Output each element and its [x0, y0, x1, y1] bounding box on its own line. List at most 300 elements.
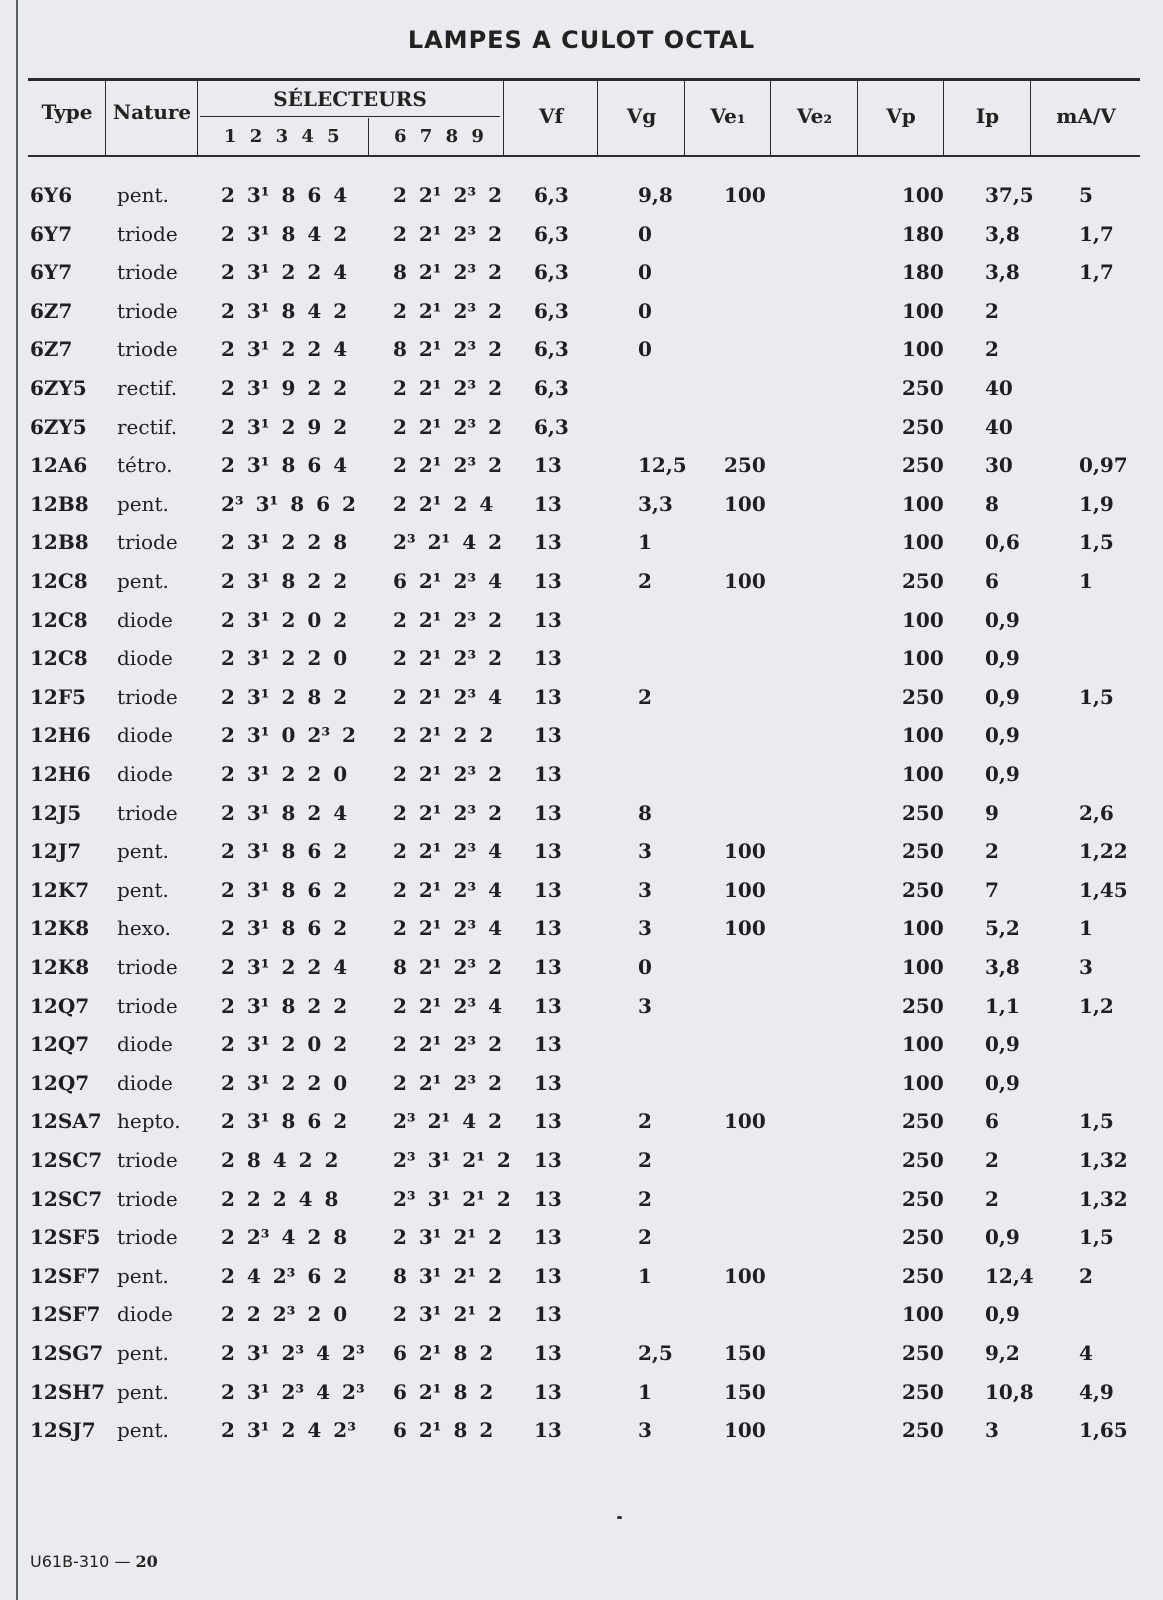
cell-selecteurs-6-9: 2 2¹ 2³ 4 [393, 916, 503, 941]
cell-mav: 1,5 [1079, 684, 1114, 709]
cell-type: 6Y7 [30, 260, 73, 285]
cell-vp: 250 [902, 569, 944, 593]
table-row [0, 1264, 1163, 1303]
cell-selecteurs-6-9: 6 2¹ 8 2 [393, 1341, 494, 1365]
table-row [0, 685, 1163, 724]
cell-nature: triode [117, 1225, 178, 1250]
cell-vf: 13 [534, 607, 562, 632]
cell-mav: 2,6 [1079, 800, 1114, 825]
table-row [0, 762, 1163, 801]
cell-selecteurs-6-9: 8 3¹ 2¹ 2 [393, 1263, 503, 1288]
cell-ip: 0,9 [985, 1070, 1020, 1095]
cell-vf: 13 [534, 723, 562, 748]
cell-ve1: 150 [724, 1379, 766, 1404]
cell-selecteurs-6-9: 8 2¹ 2³ 2 [393, 955, 503, 979]
cell-mav: 4,9 [1079, 1379, 1114, 1404]
footer-code: U61B-310 — [30, 1552, 131, 1571]
cell-vg: 0 [638, 221, 652, 246]
table-row [0, 530, 1163, 569]
header-selecteurs: SÉLECTEURS [273, 87, 427, 111]
cell-vp: 250 [902, 1341, 944, 1365]
cell-type: 12K7 [30, 877, 90, 902]
cell-vp: 180 [902, 260, 944, 285]
cell-selecteurs-6-9: 2 2¹ 2³ 4 [393, 839, 503, 864]
cell-selecteurs-1-5: 2 3¹ 2³ 4 2³ [221, 1379, 365, 1404]
cell-vf: 13 [534, 569, 562, 593]
cell-type: 6ZY5 [30, 414, 87, 439]
header-divider [597, 80, 598, 156]
cell-vp: 250 [902, 1109, 944, 1134]
table-row [0, 453, 1163, 492]
cell-selecteurs-1-5: 2 3¹ 8 4 2 [221, 221, 348, 246]
cell-nature: pent. [117, 1418, 169, 1443]
cell-vp: 100 [902, 298, 944, 323]
cell-vf: 13 [534, 839, 562, 864]
cell-selecteurs-1-5: 2 3¹ 2 8 2 [221, 684, 348, 709]
cell-selecteurs-6-9: 8 2¹ 2³ 2 [393, 337, 503, 362]
cell-vp: 100 [902, 646, 944, 671]
cell-nature: triode [117, 530, 178, 555]
cell-selecteurs-1-5: 2 3¹ 8 2 2 [221, 569, 348, 593]
cell-ip: 0,9 [985, 646, 1020, 671]
header-ve2: Ve₂ [796, 104, 833, 128]
cell-selecteurs-1-5: 2 3¹ 2 0 2 [221, 1032, 348, 1057]
cell-selecteurs-6-9: 2 2¹ 2³ 2 [393, 453, 503, 478]
header-vp: Vp [886, 104, 916, 128]
table-row [0, 608, 1163, 647]
cell-ip: 3,8 [985, 260, 1020, 285]
cell-vg: 3 [638, 839, 652, 864]
cell-vg: 2 [638, 1109, 652, 1134]
cell-ip: 10,8 [985, 1379, 1034, 1404]
cell-ve1: 100 [724, 1109, 766, 1134]
cell-selecteurs-1-5: 2 3¹ 8 6 4 [221, 453, 348, 478]
cell-vf: 13 [534, 1302, 562, 1327]
table-row [0, 376, 1163, 415]
cell-vf: 13 [534, 1109, 562, 1134]
cell-vp: 100 [902, 1302, 944, 1327]
cell-type: 6ZY5 [30, 376, 87, 400]
cell-ip: 0,9 [985, 762, 1020, 786]
cell-selecteurs-6-9: 2 2¹ 2³ 2 [393, 646, 503, 671]
cell-vp: 250 [902, 453, 944, 478]
table-row [0, 801, 1163, 840]
cell-vf: 13 [534, 1341, 562, 1365]
cell-selecteurs-6-9: 2 2¹ 2³ 2 [393, 221, 503, 246]
cell-nature: triode [117, 955, 178, 979]
cell-selecteurs-6-9: 8 2¹ 2³ 2 [393, 260, 503, 285]
header-nature: Nature [112, 100, 192, 124]
cell-selecteurs-1-5: 2 2³ 4 2 8 [221, 1225, 348, 1250]
cell-type: 12H6 [30, 762, 91, 786]
cell-ve1: 100 [724, 1263, 766, 1288]
header-divider [105, 80, 106, 156]
cell-nature: diode [117, 607, 173, 632]
cell-mav: 1,5 [1079, 1225, 1114, 1250]
cell-vp: 100 [902, 530, 944, 555]
cell-vp: 100 [902, 723, 944, 748]
table-row [0, 916, 1163, 955]
cell-selecteurs-1-5: 2 3¹ 2 2 4 [221, 260, 348, 285]
cell-vg: 2 [638, 1225, 652, 1250]
table-row [0, 415, 1163, 454]
cell-nature: pent. [117, 491, 169, 516]
cell-selecteurs-1-5: 2 3¹ 2 2 4 [221, 955, 348, 979]
cell-ip: 0,9 [985, 1032, 1020, 1057]
cell-type: 12C8 [30, 569, 88, 593]
cell-vp: 250 [902, 1225, 944, 1250]
table-row [0, 222, 1163, 261]
cell-type: 12SC7 [30, 1186, 103, 1211]
table-row [0, 955, 1163, 994]
cell-ip: 8 [985, 491, 999, 516]
cell-nature: pent. [117, 183, 169, 207]
cell-vp: 250 [902, 1418, 944, 1443]
cell-vf: 13 [534, 1032, 562, 1057]
cell-nature: triode [117, 1186, 178, 1211]
cell-ip: 12,4 [985, 1263, 1034, 1288]
table-row [0, 994, 1163, 1033]
cell-vp: 250 [902, 414, 944, 439]
cell-nature: diode [117, 1302, 173, 1327]
cell-vf: 13 [534, 530, 562, 555]
cell-ip: 7 [985, 877, 999, 902]
cell-selecteurs-6-9: 2³ 3¹ 2¹ 2 [393, 1148, 511, 1172]
cell-vp: 250 [902, 1379, 944, 1404]
cell-vf: 13 [534, 1418, 562, 1443]
cell-vf: 13 [534, 1186, 562, 1211]
cell-ip: 5,2 [985, 916, 1020, 941]
cell-nature: pent. [117, 839, 169, 864]
cell-ip: 0,6 [985, 530, 1020, 555]
cell-ve1: 100 [724, 183, 766, 207]
header-divider [368, 118, 369, 156]
cell-ip: 3 [985, 1418, 999, 1443]
cell-vf: 13 [534, 955, 562, 979]
cell-selecteurs-6-9: 2 2¹ 2³ 2 [393, 1032, 503, 1057]
cell-vf: 13 [534, 491, 562, 516]
footer-page-number: 20 [135, 1552, 158, 1571]
cell-vp: 100 [902, 955, 944, 979]
cell-selecteurs-6-9: 6 2¹ 2³ 4 [393, 569, 503, 593]
cell-vg: 1 [638, 530, 652, 555]
cell-selecteurs-1-5: 2 3¹ 8 2 4 [221, 800, 348, 825]
cell-selecteurs-6-9: 2 2¹ 2³ 4 [393, 684, 503, 709]
header-selecteurs-6-9: 6 7 8 9 [394, 126, 484, 147]
cell-nature: diode [117, 1032, 173, 1057]
cell-vf: 13 [534, 1148, 562, 1172]
cell-selecteurs-1-5: 2 3¹ 9 2 2 [221, 376, 348, 400]
cell-vg: 1 [638, 1263, 652, 1288]
cell-nature: pent. [117, 1379, 169, 1404]
cell-ip: 2 [985, 1148, 999, 1172]
cell-mav: 1 [1079, 569, 1093, 593]
cell-type: 6Z7 [30, 298, 73, 323]
cell-type: 12Q7 [30, 993, 90, 1018]
cell-type: 12B8 [30, 491, 89, 516]
cell-ve1: 100 [724, 877, 766, 902]
cell-ip: 3,8 [985, 955, 1020, 979]
cell-type: 12C8 [30, 646, 88, 671]
cell-mav: 1,5 [1079, 1109, 1114, 1134]
cell-vp: 250 [902, 684, 944, 709]
cell-vp: 100 [902, 491, 944, 516]
table-row [0, 1380, 1163, 1419]
header-top-rule [28, 78, 1140, 81]
cell-vp: 250 [902, 877, 944, 902]
cell-ve1: 100 [724, 569, 766, 593]
cell-vf: 13 [534, 762, 562, 786]
cell-type: 12SA7 [30, 1109, 102, 1134]
header-divider [770, 80, 771, 156]
cell-vf: 6,3 [534, 414, 569, 439]
cell-mav: 1 [1079, 916, 1093, 941]
cell-vg: 2 [638, 1186, 652, 1211]
cell-selecteurs-6-9: 2 2¹ 2³ 2 [393, 376, 503, 400]
header-divider [1030, 80, 1031, 156]
cell-type: 12SF7 [30, 1302, 101, 1327]
table-row [0, 1418, 1163, 1457]
cell-selecteurs-1-5: 2 3¹ 2³ 4 2³ [221, 1341, 365, 1365]
cell-vf: 13 [534, 1379, 562, 1404]
cell-nature: pent. [117, 1341, 169, 1365]
cell-type: 12A6 [30, 453, 88, 478]
cell-mav: 4 [1079, 1341, 1093, 1365]
cell-selecteurs-1-5: 2 3¹ 2 2 0 [221, 646, 348, 671]
cell-vg: 2,5 [638, 1341, 673, 1365]
selecteurs-rule [200, 116, 500, 117]
cell-ip: 1,1 [985, 993, 1020, 1018]
cell-type: 12SF7 [30, 1263, 101, 1288]
cell-mav: 1,65 [1079, 1418, 1128, 1443]
header-mav: mA/V [1056, 104, 1116, 128]
cell-vf: 6,3 [534, 260, 569, 285]
table-row [0, 183, 1163, 222]
table-row [0, 1302, 1163, 1341]
cell-selecteurs-6-9: 2 2¹ 2 4 [393, 491, 494, 516]
cell-selecteurs-6-9: 2³ 2¹ 4 2 [393, 530, 503, 555]
cell-selecteurs-6-9: 2 2¹ 2³ 4 [393, 877, 503, 902]
cell-selecteurs-6-9: 2 2¹ 2 2 [393, 723, 494, 748]
cell-ip: 37,5 [985, 183, 1034, 207]
cell-selecteurs-6-9: 2 2¹ 2³ 2 [393, 762, 503, 786]
cell-nature: diode [117, 723, 173, 748]
header-divider [857, 80, 858, 156]
cell-vf: 6,3 [534, 337, 569, 362]
cell-ip: 9 [985, 800, 999, 825]
cell-type: 12Q7 [30, 1070, 90, 1095]
cell-nature: triode [117, 993, 178, 1018]
cell-nature: rectif. [117, 376, 178, 400]
cell-selecteurs-6-9: 2 3¹ 2¹ 2 [393, 1225, 503, 1250]
cell-selecteurs-1-5: 2 3¹ 8 6 2 [221, 877, 348, 902]
cell-selecteurs-1-5: 2 3¹ 2 2 0 [221, 1070, 348, 1095]
cell-selecteurs-1-5: 2 3¹ 8 6 2 [221, 916, 348, 941]
cell-ip: 0,9 [985, 723, 1020, 748]
cell-ip: 2 [985, 298, 999, 323]
cell-selecteurs-1-5: 2 3¹ 2 2 4 [221, 337, 348, 362]
cell-vf: 13 [534, 646, 562, 671]
cell-vf: 6,3 [534, 221, 569, 246]
cell-vg: 2 [638, 684, 652, 709]
cell-selecteurs-6-9: 2 2¹ 2³ 2 [393, 1070, 503, 1095]
cell-ip: 0,9 [985, 684, 1020, 709]
cell-type: 12SC7 [30, 1148, 103, 1172]
cell-vp: 100 [902, 1032, 944, 1057]
cell-type: 12K8 [30, 916, 90, 941]
cell-vp: 100 [902, 337, 944, 362]
cell-vg: 0 [638, 298, 652, 323]
cell-vf: 13 [534, 1263, 562, 1288]
cell-nature: triode [117, 684, 178, 709]
cell-selecteurs-6-9: 2 2¹ 2³ 4 [393, 993, 503, 1018]
table-row [0, 1109, 1163, 1148]
table-row [0, 260, 1163, 299]
cell-vp: 250 [902, 800, 944, 825]
cell-selecteurs-1-5: 2 3¹ 2 9 2 [221, 414, 348, 439]
cell-mav: 1,32 [1079, 1186, 1128, 1211]
table-row [0, 839, 1163, 878]
cell-type: 12F5 [30, 684, 86, 709]
cell-vg: 0 [638, 260, 652, 285]
cell-type: 12Q7 [30, 1032, 90, 1057]
cell-type: 12H6 [30, 723, 91, 748]
cell-selecteurs-1-5: 2 3¹ 0 2³ 2 [221, 723, 356, 748]
page-title: LAMPES A CULOT OCTAL [407, 26, 756, 54]
print-speck [617, 1516, 622, 1519]
cell-vp: 100 [902, 183, 944, 207]
cell-type: 6Z7 [30, 337, 73, 362]
cell-nature: diode [117, 762, 173, 786]
cell-type: 12J5 [30, 800, 82, 825]
cell-vg: 8 [638, 800, 652, 825]
cell-vf: 13 [534, 1070, 562, 1095]
cell-vf: 13 [534, 453, 562, 478]
cell-vf: 13 [534, 877, 562, 902]
cell-mav: 1,5 [1079, 530, 1114, 555]
cell-vg: 9,8 [638, 183, 673, 207]
cell-vg: 0 [638, 955, 652, 979]
cell-ve1: 100 [724, 491, 766, 516]
cell-nature: pent. [117, 1263, 169, 1288]
table-row [0, 1071, 1163, 1110]
cell-vg: 3 [638, 916, 652, 941]
cell-ve1: 100 [724, 916, 766, 941]
cell-ip: 6 [985, 569, 999, 593]
cell-vf: 13 [534, 684, 562, 709]
cell-nature: tétro. [117, 453, 173, 478]
cell-type: 12SH7 [30, 1379, 106, 1404]
cell-mav: 1,32 [1079, 1148, 1128, 1172]
cell-nature: diode [117, 1070, 173, 1095]
cell-type: 12C8 [30, 607, 88, 632]
cell-selecteurs-1-5: 2 2 2³ 2 0 [221, 1302, 348, 1327]
cell-selecteurs-1-5: 2 3¹ 2 0 2 [221, 607, 348, 632]
cell-selecteurs-6-9: 2 2¹ 2³ 2 [393, 800, 503, 825]
table-row [0, 337, 1163, 376]
cell-vp: 100 [902, 607, 944, 632]
cell-nature: hexo. [117, 916, 172, 941]
cell-mav: 1,45 [1079, 877, 1128, 902]
cell-vf: 13 [534, 1225, 562, 1250]
cell-nature: triode [117, 298, 178, 323]
cell-mav: 2 [1079, 1263, 1093, 1288]
cell-selecteurs-1-5: 2 4 2³ 6 2 [221, 1263, 348, 1288]
cell-vp: 100 [902, 762, 944, 786]
cell-mav: 0,97 [1079, 453, 1128, 478]
cell-mav: 1,7 [1079, 221, 1114, 246]
cell-selecteurs-1-5: 2 3¹ 8 6 2 [221, 1109, 348, 1134]
cell-vg: 3,3 [638, 491, 673, 516]
cell-type: 12SJ7 [30, 1418, 96, 1443]
header-vf: Vf [538, 104, 564, 128]
cell-nature: diode [117, 646, 173, 671]
cell-selecteurs-1-5: 2 3¹ 2 2 8 [221, 530, 348, 555]
cell-vf: 6,3 [534, 298, 569, 323]
cell-vp: 250 [902, 839, 944, 864]
cell-selecteurs-6-9: 2³ 2¹ 4 2 [393, 1109, 503, 1134]
cell-ip: 0,9 [985, 1302, 1020, 1327]
table-row [0, 492, 1163, 531]
cell-vg: 2 [638, 1148, 652, 1172]
cell-vp: 100 [902, 1070, 944, 1095]
cell-nature: rectif. [117, 414, 178, 439]
cell-ip: 40 [985, 414, 1013, 439]
cell-nature: triode [117, 337, 178, 362]
table-row [0, 878, 1163, 917]
cell-selecteurs-1-5: 2 3¹ 2 2 0 [221, 762, 348, 786]
cell-vp: 250 [902, 376, 944, 400]
cell-ip: 6 [985, 1109, 999, 1134]
header-bottom-rule [28, 155, 1140, 157]
header-divider [684, 80, 685, 156]
cell-selecteurs-1-5: 2 3¹ 8 2 2 [221, 993, 348, 1018]
cell-vp: 180 [902, 221, 944, 246]
cell-type: 12SF5 [30, 1225, 101, 1250]
cell-ip: 0,9 [985, 607, 1020, 632]
header-selecteurs-1-5: 1 2 3 4 5 [224, 126, 340, 147]
table-row [0, 646, 1163, 685]
cell-vp: 250 [902, 993, 944, 1018]
header-ip: Ip [975, 104, 1000, 128]
header-divider [943, 80, 944, 156]
cell-selecteurs-1-5: 2 3¹ 8 6 4 [221, 183, 348, 207]
cell-type: 12SG7 [30, 1341, 104, 1365]
cell-selecteurs-6-9: 2 3¹ 2¹ 2 [393, 1302, 503, 1327]
cell-type: 6Y6 [30, 183, 73, 207]
cell-ip: 40 [985, 376, 1013, 400]
table-row [0, 569, 1163, 608]
cell-ve1: 100 [724, 1418, 766, 1443]
cell-nature: pent. [117, 877, 169, 902]
cell-selecteurs-6-9: 2³ 3¹ 2¹ 2 [393, 1186, 511, 1211]
table-row [0, 299, 1163, 338]
cell-mav: 5 [1079, 183, 1093, 207]
cell-ip: 3,8 [985, 221, 1020, 246]
header-ve1: Ve₁ [710, 104, 746, 128]
cell-selecteurs-1-5: 2 8 4 2 2 [221, 1148, 339, 1172]
cell-mav: 1,7 [1079, 260, 1114, 285]
cell-ip: 30 [985, 453, 1013, 478]
cell-vg: 3 [638, 993, 652, 1018]
cell-vf: 6,3 [534, 376, 569, 400]
cell-vf: 13 [534, 993, 562, 1018]
page-footer [30, 1552, 158, 1571]
table-row [0, 1148, 1163, 1187]
table-row [0, 1032, 1163, 1071]
cell-vg: 1 [638, 1379, 652, 1404]
cell-vg: 2 [638, 569, 652, 593]
